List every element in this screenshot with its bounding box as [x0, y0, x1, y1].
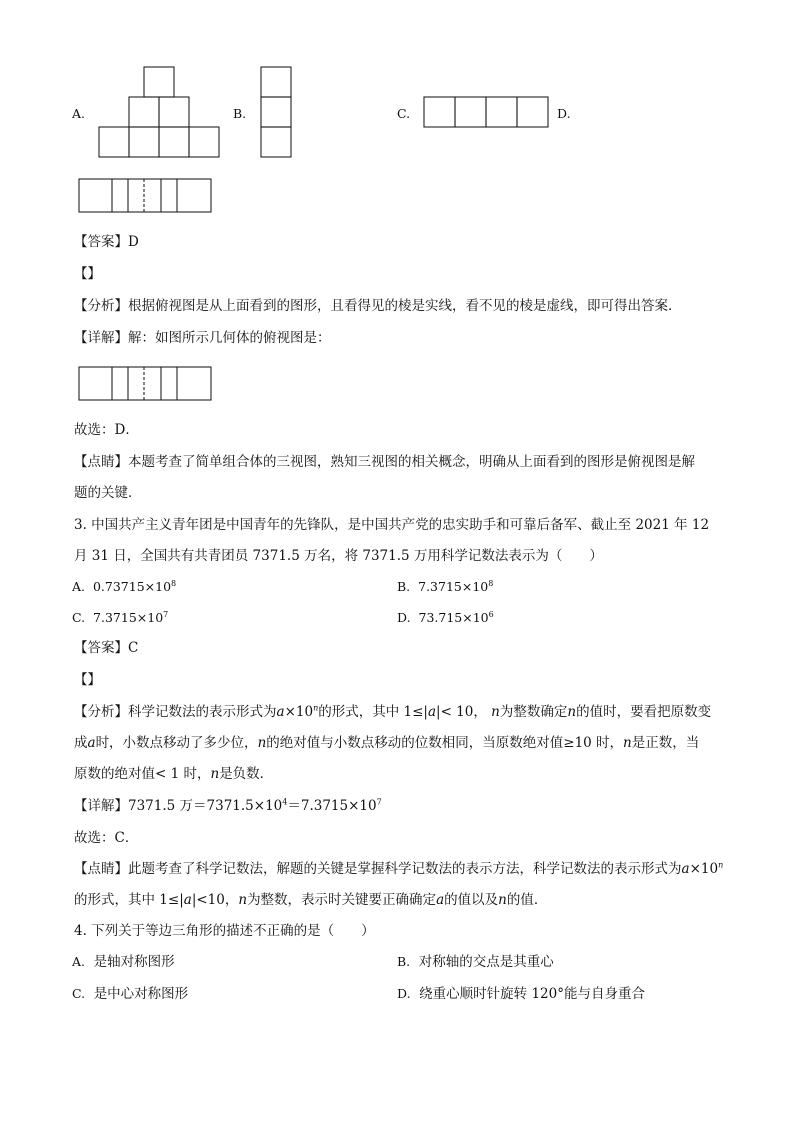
- var-a: a: [681, 861, 690, 877]
- var-n: n: [257, 735, 267, 751]
- text: 的形式，其中 1≤|: [318, 704, 428, 720]
- q3-option-a: [72, 578, 176, 596]
- q3-choice: 故选：C．: [74, 830, 139, 846]
- q3-option-b: [397, 578, 493, 596]
- text: ×10: [284, 704, 314, 720]
- var-a: a: [276, 704, 285, 720]
- var-n: n: [498, 892, 507, 908]
- var-n: n: [491, 704, 500, 720]
- var-n: n: [313, 703, 319, 713]
- q2-blank-bracket: 【】: [74, 266, 101, 282]
- q3-comment-line1: [74, 860, 723, 878]
- option-d-label: D.: [557, 106, 571, 121]
- var-n: n: [623, 735, 632, 751]
- exponent: 4: [282, 797, 288, 807]
- text: 【点睛】此题考查了科学记数法，解题的关键是掌握科学记数法的表示方法，科学记数法的表示形式为: [74, 861, 682, 877]
- text: 【详解】7371.5 万＝7371.5×10: [74, 798, 283, 814]
- q2-comment-line2: 题的关键．: [74, 485, 142, 501]
- q3-option-c-exp: 7: [163, 609, 169, 619]
- q3-analysis-line1: [74, 703, 711, 721]
- q4-option-c: [72, 985, 188, 1003]
- q3-option-b-exp: 8: [488, 578, 494, 588]
- q2-answer: 【答案】D: [74, 234, 139, 250]
- q3-analysis-line3: [74, 765, 273, 783]
- var-a: a: [87, 735, 96, 751]
- text: |<10，: [191, 892, 239, 908]
- text: |< 10，: [436, 704, 487, 720]
- q4-option-d: [397, 985, 645, 1003]
- option-c-label: C.: [397, 106, 411, 121]
- option-a-label: A.: [72, 106, 86, 121]
- option-b-figure: [260, 66, 294, 160]
- q3-option-c: [72, 609, 168, 627]
- var-a: a: [183, 892, 192, 908]
- var-n: n: [718, 860, 724, 870]
- text: 是负数．: [219, 766, 274, 782]
- option-b-label: B.: [233, 106, 247, 121]
- option-text: 绕重心顺时针旋转 120°能与自身重合: [419, 986, 645, 1002]
- q3-detail: [74, 797, 382, 815]
- text: 的绝对值与小数点移动的位数相同，当原数绝对值≥10 时，: [266, 735, 624, 751]
- q3-answer: 【答案】C: [74, 640, 139, 656]
- text: 为整数，表示时关键要正确确定: [247, 892, 437, 908]
- option-label: C.: [72, 986, 86, 1001]
- q3-option-d: [397, 609, 494, 627]
- text: 原数的绝对值< 1 时，: [74, 766, 211, 782]
- option-label: A.: [72, 954, 86, 969]
- q3-option-b-mantissa: 7.3715×10: [418, 579, 489, 594]
- option-text: 对称轴的交点是其重心: [418, 954, 554, 970]
- var-a: a: [427, 704, 437, 720]
- q3-option-c-mantissa: 7.3715×10: [93, 610, 164, 625]
- q3-blank-bracket: 【】: [74, 672, 101, 688]
- q3-comment-line2: [74, 891, 547, 909]
- var-a: a: [436, 892, 445, 908]
- q3-option-c-label: C.: [72, 610, 86, 625]
- text: 的形式，其中 1≤|: [74, 892, 184, 908]
- q4-option-a: [72, 953, 175, 971]
- q3-option-b-label: B.: [397, 579, 411, 594]
- exponent: 7: [376, 797, 382, 807]
- option-d-figure: [78, 178, 214, 214]
- q4-option-b: [397, 953, 554, 971]
- text: 是正数，当: [631, 735, 700, 751]
- var-n: n: [238, 892, 248, 908]
- text: 成: [74, 735, 88, 751]
- option-text: 是轴对称图形: [93, 954, 175, 970]
- top-view-figure: [78, 366, 214, 402]
- text: ＝7.3715×10: [287, 798, 377, 814]
- q3-option-d-mantissa: 73.715×10: [418, 610, 489, 625]
- q3-option-a-exp: 8: [171, 578, 177, 588]
- text: 为整数确定: [499, 704, 568, 720]
- option-c-figure: [423, 96, 553, 130]
- q2-comment-line1: 【点睛】本题考查了简单组合体的三视图，熟知三视图的相关概念，明确从上面看到的图形是俯视图是解: [74, 454, 695, 470]
- q4-stem: 4. 下列关于等边三角形的描述不正确的是（ ）: [74, 923, 375, 939]
- option-a-figure: [98, 66, 222, 160]
- q3-option-a-label: A.: [72, 579, 86, 594]
- q3-stem-line1: 3. 中国共产主义青年团是中国青年的先锋队，是中国共产党的忠实助手和可靠后备军、截止至 2021 年 12: [74, 517, 710, 533]
- q2-analysis: 【分析】根据俯视图是从上面看到的图形，且看得见的棱是实线，看不见的棱是虚线，即可得出答案．: [74, 298, 682, 314]
- option-label: B.: [397, 954, 411, 969]
- var-n: n: [210, 766, 220, 782]
- q3-stem-line2: 月 31 日，全国共有共青团员 7371.5 万名，将 7371.5 万用科学记数法表示为（ ）: [74, 548, 603, 564]
- q3-option-d-label: D.: [397, 610, 411, 625]
- text: 时，小数点移动了多少位，: [95, 735, 258, 751]
- option-text: 是中心对称图形: [93, 986, 189, 1002]
- text: ×10: [689, 861, 719, 877]
- text: 的值以及: [444, 892, 499, 908]
- text: 【分析】科学记数法的表示形式为: [74, 704, 277, 720]
- q2-choice: 故选：D．: [74, 422, 139, 438]
- q3-analysis-line2: [74, 734, 699, 752]
- q2-detail: 【详解】解：如图所示几何体的俯视图是：: [74, 330, 331, 346]
- q3-option-a-mantissa: 0.73715×10: [92, 579, 172, 594]
- text: 的值．: [506, 892, 548, 908]
- option-label: D.: [397, 986, 411, 1001]
- var-n: n: [567, 704, 577, 720]
- q3-option-d-exp: 6: [488, 609, 494, 619]
- text: 的值时，要看把原数变: [576, 704, 712, 720]
